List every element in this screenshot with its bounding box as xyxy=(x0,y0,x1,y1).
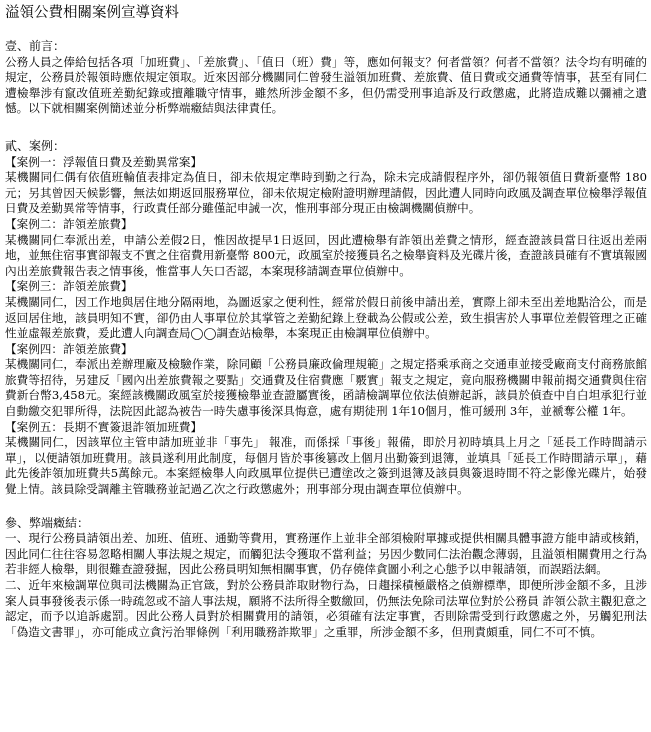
case-5-body: 某機關同仁，因該單位主管申請加班並非「事先」 報准，而係採「事後」報備，即於月初時填具上月之「延長工作時間請示單」，以便請領加班費用。該員遂利用此制度，每個月皆於事後篡改上個月出勤簽到退簿，並填具「延長工作時間請示單」，藉此先後詐領加班費共5萬餘元。本案經檢舉人向政風單位提供已遭塗改之簽到退簿及該員與簽退時間不符之影像光碟片，始發覺上情。該員除受調離主管職務並記過乙次之行政懲處外；刑事部分現由調查單位偵辦中。 xyxy=(5,435,647,497)
case-1-label: 【案例一：浮報值日費及差勤異常案】 xyxy=(5,154,203,169)
case-3-body: 某機關同仁，因工作地與居住地分隔兩地，為圖返家之便利性，經常於假日前後申請出差，實際上卻未至出差地點洽公，而是返回居住地，該員明知不實，卻仍由人事單位於其掌管之差勤紀錄上登載為公假或公差，致生損害於人事單位差假管理之正確性並虛報差旅費，爰此遭人向調查局◯◯調查站檢舉，本案現正由檢調單位偵辦中。 xyxy=(5,294,647,341)
case-1-body: 某機關同仁偶有依值班輪值表排定為值日，卻未依規定準時到勤之行為，除未完成請假程序外，卻仍報領值日費新臺幣 180元；另其曾因天候影響，無法如期返回服務單位，卻未依規定檢附證明辦理請假，因此遭人同時向政風及調查單位檢舉浮報值日費及差勤異常等情事，行政責任部分雖僅記申誡一次，惟刑事部分現正由檢調機關偵辦中。 xyxy=(5,170,647,216)
analysis-section xyxy=(5,516,647,641)
document-title: 溢領公費相關案例宣導資料 xyxy=(5,5,179,21)
case-4-body: 某機關同仁，奉派出差辦理廠及檢驗作業，除同顧「公務員廉政倫理規範」之規定搭乘承商之交通車並接受廠商支付商務旅館旅費等招待，另建反「國內出差旅費報之要點」交通費及住宿費應「覈實」報支之規定，竟向服務機關申報前揭交通費與住宿費新台幣3,458元。案經該機關政風室於接獲檢舉並查證屬實後，函請檢調單位依法偵辦起訴，該員於偵查中自白坦承犯行並自動繳交犯罪所得，法院因此認為被告一時失慮事後深具悔意，處有期徒刑 1年10個月，惟可緩刑 3年，並褫奪公權 1年。 xyxy=(5,357,647,419)
preface-heading: 壹、前言： xyxy=(5,39,66,53)
preface-section xyxy=(5,39,647,117)
analysis-point-1: 一、現行公務員請領出差、加班、值班、通勤等費用，實務運作上並非全部須檢附單據或提供相關具體事證方能申請或核銷，因此同仁往往容易忽略相關人事法規之規定，而觸犯法令獲取不當利益；另因少數同仁法治觀念薄弱，且溢領相關費用之行為若非經人檢舉，則很難查證發掘，因此公務員明知無相關事實，仍存僥倖貪圖小利之心態予以申報請領，而誤蹈法網。 xyxy=(5,531,647,577)
analysis-point-2: 二、近年來檢調單位與司法機關為正官箴，對於公務員詐取財物行為，日趨採積極嚴格之偵辦標準，即便所涉金額不多，且涉案人員事發後表示係一時疏忽或不諳人事法規，願將不法所得全數繳回，仍無法免除司法單位對於公務員 詐領公款主觀犯意之認定，而予以追訴處罰。因此公務人員對於相關費用的請領，必須確有法定事實，否則除需受到行政懲處之外，另觸犯刑法「偽造文書罪」，亦可能成立貪污治罪條例「利用職務詐欺罪」之重罪，所涉金額不多，但刑責頗重，同仁不可不慎。 xyxy=(5,578,647,639)
case-3-label: 【案例三：詐領差旅費】 xyxy=(5,279,133,294)
cases-section xyxy=(5,139,647,498)
case-4-label: 【案例四：詐領差旅費】 xyxy=(5,341,133,356)
case-5-label: 【案例五：長期不實簽退詐領加班費】 xyxy=(5,419,203,434)
case-2-body: 某機關同仁奉派出差，申請公差假2日，惟因故提早1日返回，因此遭檢舉有詐領出差費之情形，經查證該員當日往返出差兩地，並無住宿事實卻報支不實之住宿費用新臺幣 800元，政風室於接獲員名之檢舉資料及光碟片後，查證該員確有不實填報國內出差旅費報告表之情事後，惟當事人矢口否認，本案現移請調查單位偵辦中。 xyxy=(5,232,647,278)
analysis-heading: 參、弊端癥結： xyxy=(5,515,90,530)
cases-heading: 貳、案例： xyxy=(5,138,66,153)
case-2-label: 【案例二：詐領差旅費】 xyxy=(5,216,133,231)
preface-body: 公務人員之俸給包括各項「加班費」、「差旅費」、「值日（班）費」等，應如何報支？何者當領？何者不當領？法令均有明確的規定，公務員於報領時應依規定領取。近來因部分機關同仁曾發生溢領加班費、差旅費、值日費或交通費等情事，甚至有同仁遭檢舉涉有竄改值班差勤紀錄或擅離職守情事，雖然所涉金額不多，但仍需受刑事追訴及行政懲處，此將造成難以彌補之遺憾。以下就相關案例簡述並分析弊端癥結與法律責任。 xyxy=(5,54,647,116)
